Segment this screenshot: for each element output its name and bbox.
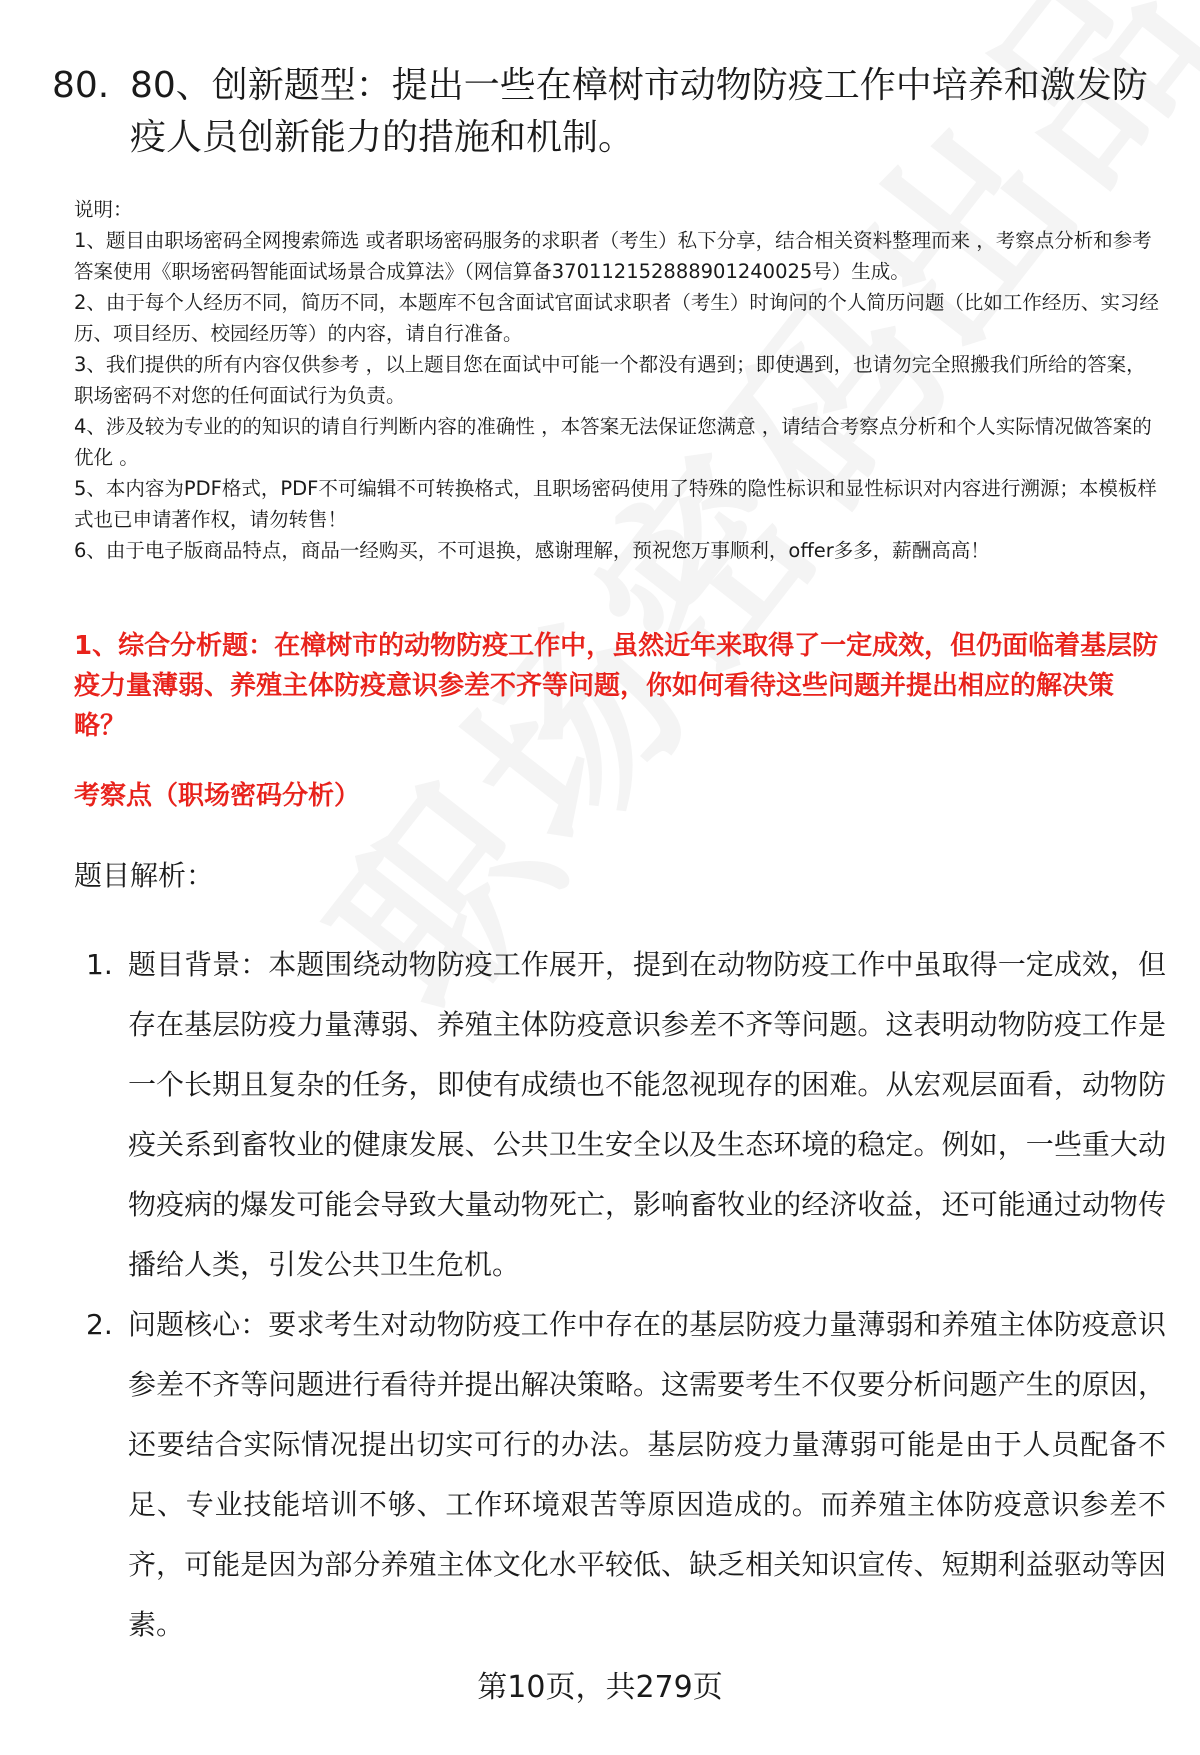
analysis-item bbox=[86, 935, 1166, 1295]
notes-title: 说明： bbox=[74, 198, 133, 221]
analysis-item-number: 1. bbox=[86, 948, 113, 981]
kaochadian-heading: 考察点（职场密码分析） bbox=[74, 781, 361, 811]
analysis-item bbox=[86, 1295, 1166, 1655]
notes-block bbox=[74, 194, 1162, 566]
note-item: 6、由于电子版商品特点，商品一经购买，不可退换，感谢理解，预祝您万事顺利，offer多多，薪酬高高！ bbox=[74, 539, 990, 562]
analysis-list bbox=[86, 935, 1166, 1655]
analysis-label: 题目解析： bbox=[74, 859, 215, 892]
analysis-item-text: 题目背景：本题围绕动物防疫工作展开，提到在动物防疫工作中虽取得一定成效，但存在基层防疫力量薄弱、养殖主体防疫意识参差不齐等问题。这表明动物防疫工作是一个长期且复杂的任务，即使有成绩也不能忽视现存的困难。从宏观层面看，动物防疫关系到畜牧业的健康发展、公共卫生安全以及生态环境的稳定。例如，一些重大动物疫病的爆发可能会导致大量动物死亡，影响畜牧业的经济收益，还可能通过动物传播给人类，引发公共卫生危机。 bbox=[128, 948, 1166, 1281]
question-title: 1、综合分析题：在樟树市的动物防疫工作中，虽然近年来取得了一定成效，但仍面临着基层防疫力量薄弱、养殖主体防疫意识参差不齐等问题，你如何看待这些问题并提出相应的解决策略？ bbox=[74, 631, 1159, 741]
item-heading bbox=[52, 60, 1162, 164]
note-item: 2、由于每个人经历不同，简历不同，本题库不包含面试官面试求职者（考生）时询问的个人简历问题（比如工作经历、实习经历、项目经历、校园经历等）的内容，请自行准备。 bbox=[74, 291, 1159, 345]
note-item: 4、涉及较为专业的的知识的请自行判断内容的准确性 ，本答案无法保证您满意 ，请结合考察点分析和个人实际情况做答案的优化 。 bbox=[74, 415, 1152, 469]
page-number: 第10页，共279页 bbox=[477, 1670, 723, 1705]
note-item: 3、我们提供的所有内容仅供参考 ，以上题目您在面试中可能一个都没有遇到；即使遇到，也请勿完全照搬我们所给的答案，职场密码不对您的任何面试行为负责。 bbox=[74, 353, 1146, 407]
note-item: 5、本内容为PDF格式，PDF不可编辑不可转换格式，且职场密码使用了特殊的隐性标识和显性标识对内容进行溯源；本模板样式也已申请著作权，请勿转售！ bbox=[74, 477, 1157, 531]
heading-text: 80、创新题型：提出一些在樟树市动物防疫工作中培养和激发防疫人员创新能力的措施和机制。 bbox=[130, 65, 1148, 158]
analysis-item-text: 问题核心：要求考生对动物防疫工作中存在的基层防疫力量薄弱和养殖主体防疫意识参差不齐等问题进行看待并提出解决策略。这需要考生不仅要分析问题产生的原因，还要结合实际情况提出切实可行的办法。基层防疫力量薄弱可能是由于人员配备不足、专业技能培训不够、工作环境艰苦等原因造成的。而养殖主体防疫意识参差不齐，可能是因为部分养殖主体文化水平较低、缺乏相关知识宣传、短期利益驱动等因素。 bbox=[128, 1308, 1166, 1641]
heading-number: 80. bbox=[52, 65, 110, 106]
analysis-item-number: 2. bbox=[86, 1308, 113, 1341]
note-item: 1、题目由职场密码全网搜索筛选 或者职场密码服务的求职者（考生）私下分享，结合相关资料整理而来 ，考察点分析和参考答案使用《职场密码智能面试场景合成算法》（网信算备370112152888901240025号）生成。 bbox=[74, 229, 1152, 283]
